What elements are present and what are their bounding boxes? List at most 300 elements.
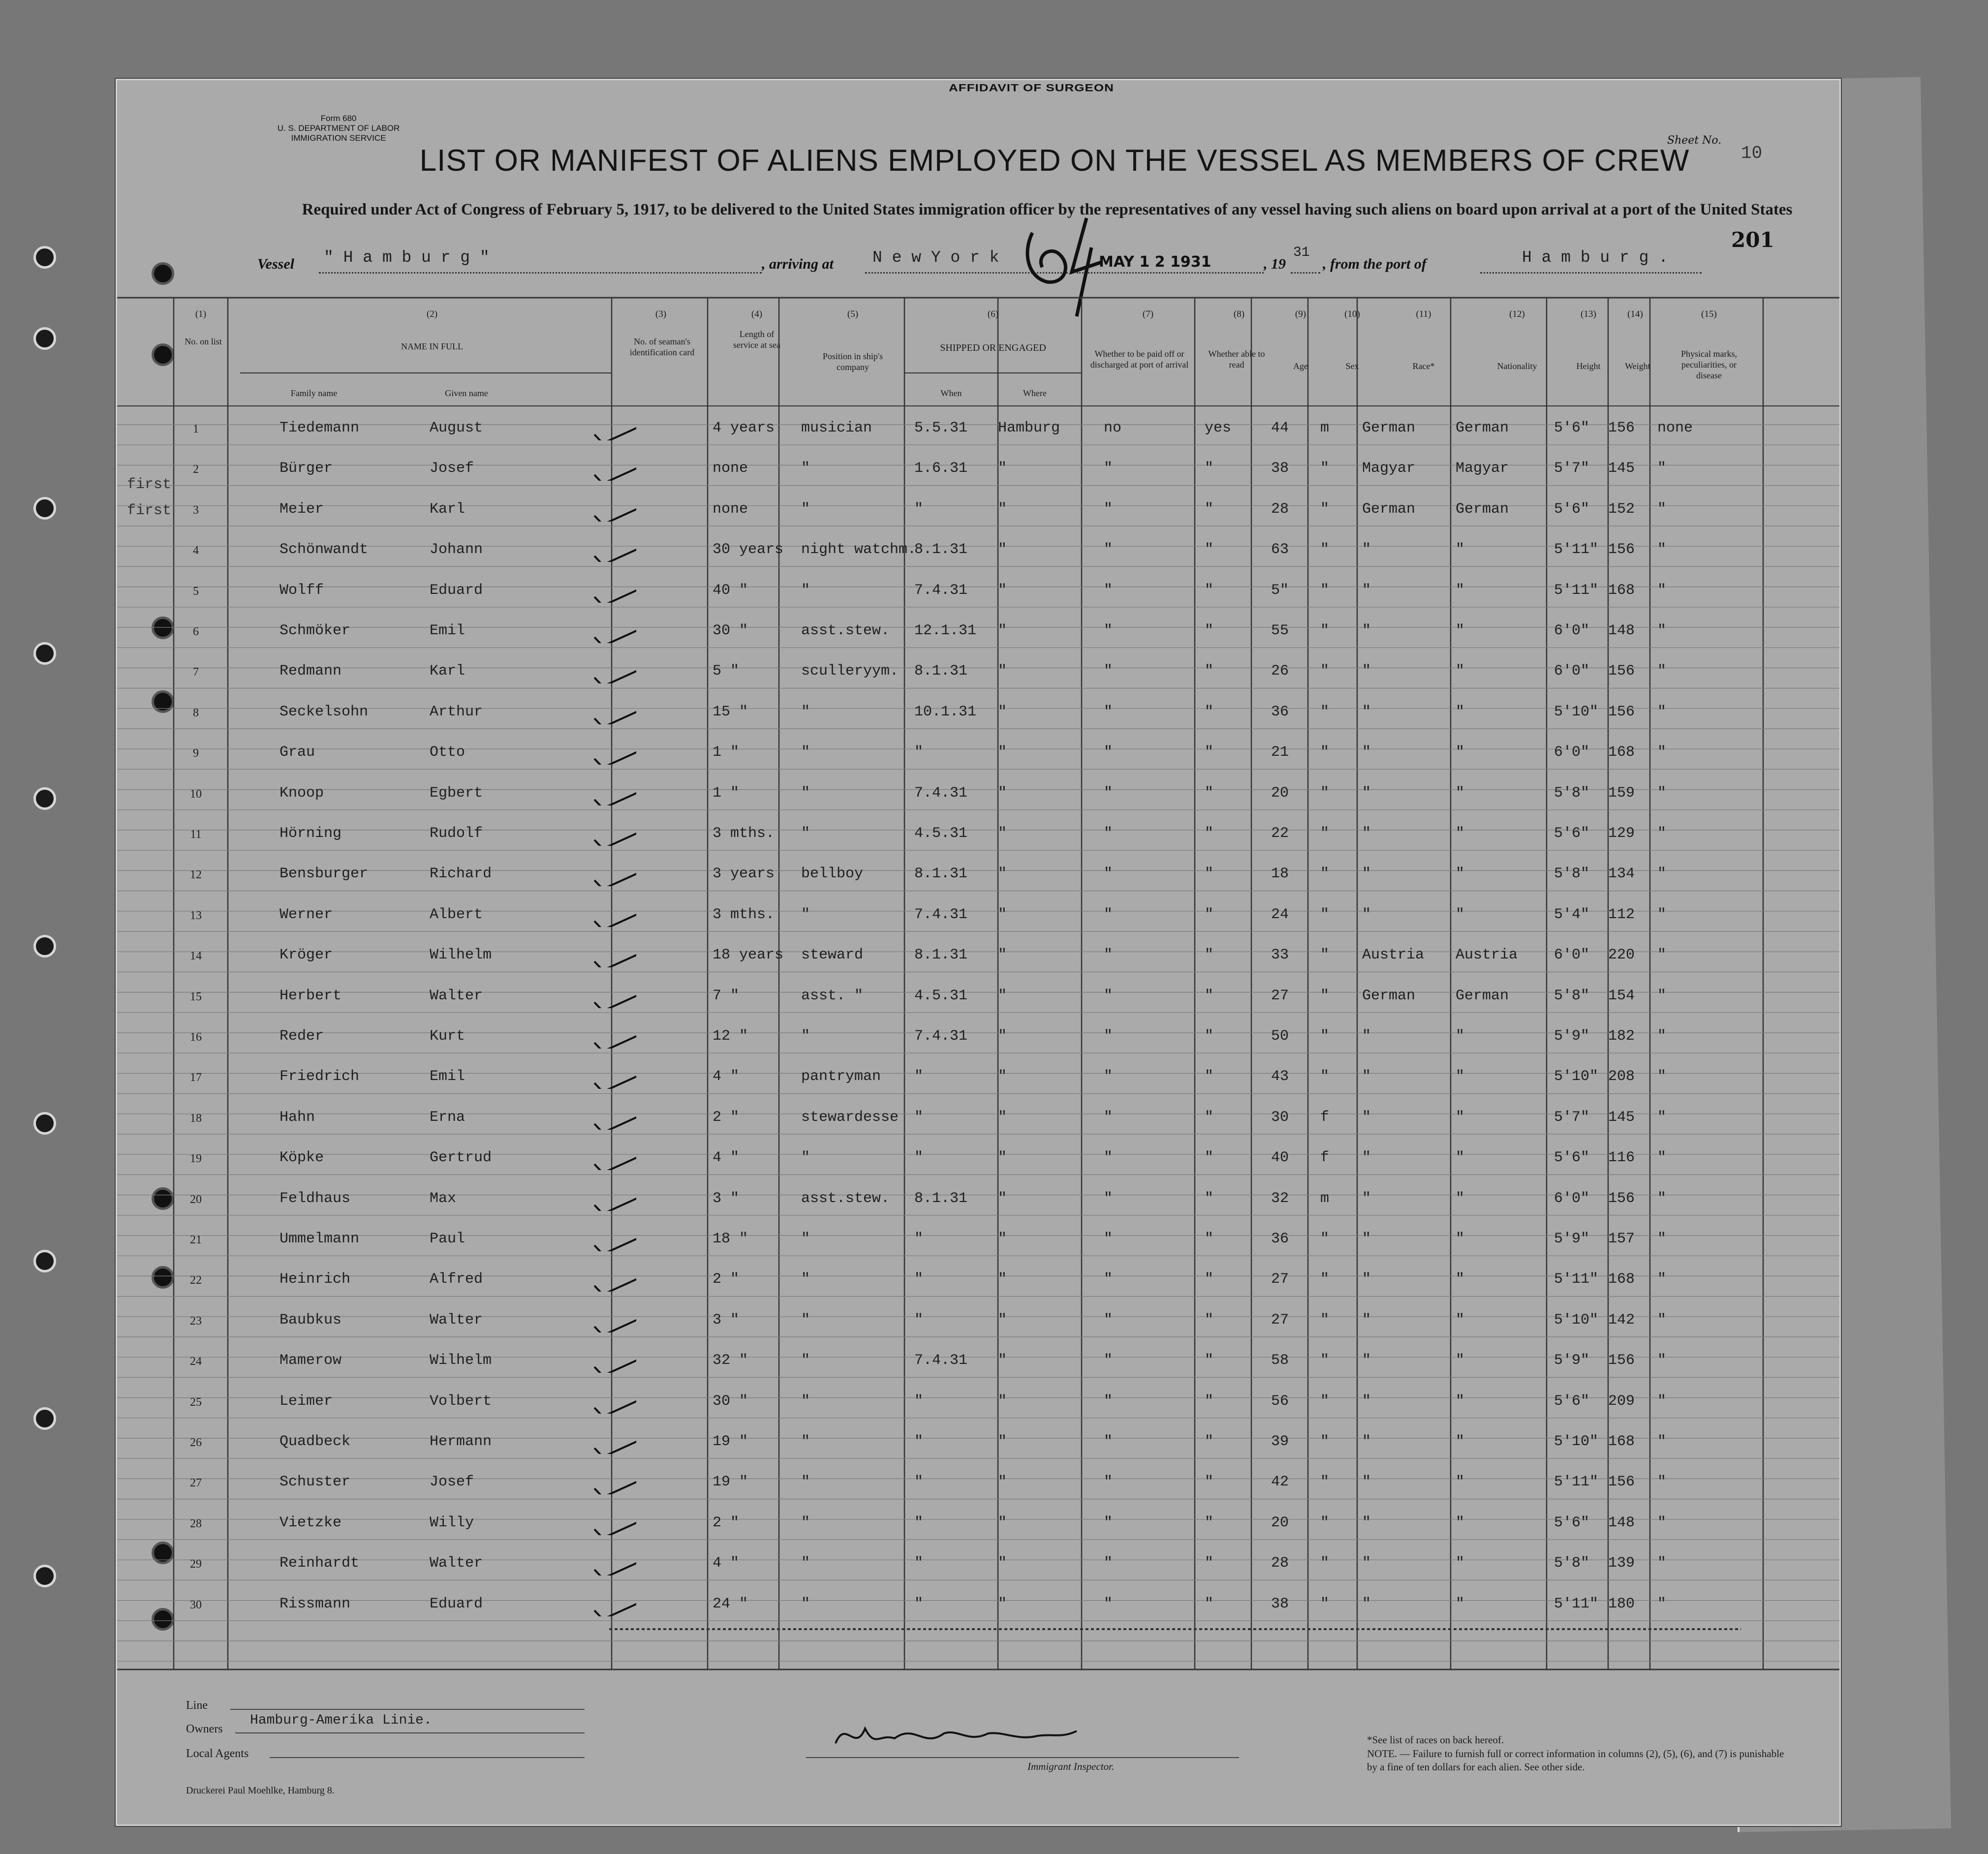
cell-height: 5'8" (1554, 784, 1590, 802)
cell-service: 4 " (713, 1068, 740, 1085)
cell-when: 8.1.31 (914, 541, 968, 558)
cell-service: 15 " (713, 703, 748, 720)
cell-read: " (1205, 784, 1214, 802)
check-mark (592, 1069, 636, 1089)
cell-service: none (713, 500, 748, 518)
cell-paid: " (1104, 784, 1113, 802)
col-name-in-full: NAME IN FULL (401, 341, 463, 351)
cell-sex: " (1320, 1555, 1330, 1572)
cell-weight: 168 (1608, 744, 1635, 761)
cell-given: Max (430, 1190, 457, 1207)
cell-where: " (998, 1433, 1007, 1450)
cell-marks: " (1657, 1109, 1667, 1126)
cell-race: " (1362, 1474, 1371, 1491)
cell-weight: 168 (1608, 1271, 1635, 1288)
cell-nationality: " (1456, 1149, 1465, 1167)
inspector-signature (831, 1714, 1087, 1758)
cell-nationality: " (1456, 1392, 1465, 1410)
cell-height: 5'11" (1554, 582, 1599, 599)
cell-family: Leimer (280, 1392, 333, 1410)
cell-family: Knoop (280, 784, 324, 802)
cell-service: 18 years (713, 947, 784, 964)
cell-height: 5'10" (1554, 1311, 1599, 1329)
cell-paid: " (1104, 622, 1113, 639)
cell-read: " (1205, 703, 1214, 720)
cell-age: 27 (1271, 987, 1289, 1004)
cell-when: 4.5.31 (914, 987, 968, 1004)
cell-sex: " (1320, 906, 1330, 923)
cell-no: 20 (190, 1193, 202, 1206)
cell-service: 30 " (713, 1392, 748, 1410)
cell-weight: 145 (1608, 1109, 1635, 1126)
cell-paid: " (1104, 541, 1113, 558)
cell-no: 2 (193, 463, 199, 476)
cell-age: 56 (1271, 1392, 1289, 1410)
cell-where: " (998, 582, 1007, 599)
binder-hole (33, 1250, 56, 1272)
cell-height: 5'11" (1554, 541, 1599, 558)
cell-where: " (998, 1474, 1007, 1491)
arriving-label: , arriving at (762, 256, 834, 272)
cell-service: 3 " (713, 1311, 740, 1329)
col-shipped: SHIPPED OR ENGAGED (940, 342, 1046, 353)
cell-marks: " (1657, 865, 1667, 883)
cell-nationality: " (1456, 1514, 1465, 1531)
col-sex: Sex (1345, 361, 1359, 371)
cell-weight: 168 (1608, 582, 1635, 599)
cell-race: " (1362, 622, 1371, 639)
cell-height: 5'4" (1554, 906, 1590, 923)
cell-position: asst.stew. (801, 1190, 890, 1207)
cell-where: " (998, 460, 1007, 477)
cell-nationality: German (1456, 420, 1509, 436)
cell-given: Erna (430, 1109, 466, 1126)
cell-family: Friedrich (280, 1068, 360, 1085)
cell-service: none (713, 460, 748, 477)
cell-when: " (914, 1068, 924, 1085)
cell-family: Hahn (280, 1109, 315, 1126)
cell-race: German (1362, 987, 1416, 1004)
cell-position: " (801, 582, 810, 599)
cell-paid: " (1104, 1352, 1113, 1369)
cell-height: 5'6" (1554, 1392, 1590, 1410)
cell-no: 27 (190, 1477, 202, 1490)
cell-read: " (1205, 460, 1214, 477)
cell-position: asst. " (801, 987, 864, 1004)
binder-hole (33, 935, 56, 958)
inspector-underline (806, 1757, 1239, 1758)
cell-age: 39 (1271, 1433, 1289, 1450)
cell-paid: " (1104, 1555, 1113, 1572)
col-weight: Weight (1625, 361, 1650, 371)
cell-where: " (998, 1271, 1007, 1288)
check-mark (592, 1353, 636, 1373)
cell-marks: none (1657, 420, 1693, 436)
cell-service: 5 " (713, 663, 740, 680)
cell-service: 3 mths. (713, 825, 775, 842)
col-age: Age (1293, 361, 1308, 371)
cell-read: " (1205, 1190, 1214, 1207)
cell-paid: " (1104, 500, 1113, 518)
cell-height: 5'9" (1554, 1231, 1590, 1247)
binder-hole (33, 246, 56, 269)
cell-service: 4 " (713, 1555, 740, 1572)
cell-service: 18 " (713, 1231, 748, 1247)
cell-race: " (1362, 1433, 1371, 1450)
col-no-on-list: No. on list (185, 337, 222, 346)
cell-height: 5'9" (1554, 1028, 1590, 1045)
cell-read: " (1205, 906, 1214, 923)
cell-sex: " (1320, 1028, 1330, 1045)
col-number: (7) (1142, 309, 1154, 319)
cell-height: 6'0" (1554, 663, 1590, 680)
cell-read: " (1205, 582, 1214, 599)
cell-race: Magyar (1362, 460, 1416, 477)
cell-where: " (998, 1231, 1007, 1247)
cell-family: Heinrich (280, 1271, 351, 1288)
cell-service: 3 " (713, 1190, 740, 1207)
cell-height: 5'6" (1554, 1149, 1590, 1167)
cell-sex: " (1320, 1231, 1330, 1247)
cell-when: 8.1.31 (914, 865, 968, 883)
cell-read: " (1205, 1028, 1214, 1045)
cell-where: " (998, 541, 1007, 558)
cell-family: Schuster (280, 1474, 351, 1491)
cell-when: " (914, 744, 924, 761)
cell-where: " (998, 1595, 1007, 1612)
cell-age: 20 (1271, 784, 1289, 802)
binder-hole (33, 1112, 56, 1135)
cell-no: 5 (193, 585, 199, 598)
cell-race: " (1362, 1190, 1371, 1207)
cell-nationality: " (1456, 906, 1465, 923)
cell-where: Hamburg (998, 420, 1060, 436)
cell-service: 3 years (713, 865, 775, 883)
cell-nationality: " (1456, 1231, 1465, 1247)
cell-race: " (1362, 825, 1371, 842)
cell-nationality: " (1456, 1595, 1465, 1612)
cell-read: " (1205, 1514, 1214, 1531)
cell-nationality: " (1456, 1433, 1465, 1450)
cell-given: August (430, 420, 483, 436)
cell-when: 1.6.31 (914, 460, 968, 477)
cell-weight: 159 (1608, 784, 1635, 802)
cell-given: Paul (430, 1231, 466, 1247)
cell-where: " (998, 1028, 1007, 1045)
col-position: Position in ship's company (822, 351, 883, 372)
date-stamp: MAY 1 2 1931 (1099, 253, 1211, 271)
col-seaman-card: No. of seaman's identification card (629, 337, 695, 357)
cell-read: " (1205, 1109, 1214, 1126)
cell-sex: " (1320, 1514, 1330, 1531)
manifest-page (116, 79, 1841, 1826)
cell-where: " (998, 1555, 1007, 1572)
cell-read: " (1205, 1474, 1214, 1491)
check-mark (592, 866, 636, 886)
cell-paid: " (1104, 1231, 1113, 1247)
col-number: (10) (1344, 309, 1360, 319)
col-number: (15) (1701, 309, 1717, 319)
col-nationality: Nationality (1497, 361, 1537, 371)
cell-marks: " (1657, 1595, 1667, 1612)
cell-paid: " (1104, 1109, 1113, 1126)
cell-weight: 157 (1608, 1231, 1635, 1247)
cell-age: 32 (1271, 1190, 1289, 1207)
cell-age: 50 (1271, 1028, 1289, 1045)
cell-marks: " (1657, 947, 1667, 964)
cell-no: 4 (193, 544, 199, 557)
col-where: Where (1023, 388, 1047, 398)
cell-given: Karl (430, 663, 466, 680)
check-mark (592, 1394, 636, 1414)
cell-where: " (998, 1149, 1007, 1167)
cell-age: 30 (1271, 1109, 1289, 1126)
cell-position: stewardesse (801, 1109, 899, 1126)
cell-family: Werner (280, 906, 333, 923)
cell-position: " (801, 1595, 810, 1612)
cell-family: Mamerow (280, 1352, 342, 1369)
cell-age: 43 (1271, 1068, 1289, 1085)
cell-age: 28 (1271, 500, 1289, 518)
cell-given: Arthur (430, 703, 483, 720)
cell-race: " (1362, 865, 1371, 883)
cell-paid: " (1104, 987, 1113, 1004)
line-underline (230, 1709, 585, 1710)
cell-marks: " (1657, 744, 1667, 761)
cell-marks: " (1657, 500, 1667, 518)
cell-service: 2 " (713, 1109, 740, 1126)
cell-where: " (998, 622, 1007, 639)
cell-race: German (1362, 420, 1416, 436)
cell-given: Alfred (430, 1271, 483, 1288)
cell-nationality: " (1456, 1352, 1465, 1369)
cell-age: 36 (1271, 703, 1289, 720)
stamp-number: 201 (1731, 228, 1774, 252)
cell-race: " (1362, 1595, 1371, 1612)
cell-sex: " (1320, 744, 1330, 761)
cell-position: " (801, 906, 810, 923)
col-number: (5) (847, 309, 859, 319)
cell-family: Reinhardt (280, 1555, 360, 1572)
cell-weight: 139 (1608, 1555, 1635, 1572)
cell-weight: 168 (1608, 1433, 1635, 1450)
cell-given: Richard (430, 865, 492, 883)
cell-paid: " (1104, 1271, 1113, 1288)
cell-race: " (1362, 1068, 1371, 1085)
cell-where: " (998, 1514, 1007, 1531)
cell-nationality: " (1456, 622, 1465, 639)
cell-no: 13 (190, 909, 202, 922)
cell-nationality: " (1456, 663, 1465, 680)
cell-sex: " (1320, 1311, 1330, 1329)
check-mark (592, 1150, 636, 1170)
cell-no: 22 (190, 1274, 202, 1287)
cell-height: 5'7" (1554, 1109, 1590, 1126)
owners-label: Owners (186, 1723, 223, 1735)
cell-given: Willy (430, 1514, 474, 1531)
cell-nationality: " (1456, 1311, 1465, 1329)
cell-service: 24 " (713, 1595, 748, 1612)
col-number: (8) (1233, 309, 1245, 319)
cell-age: 55 (1271, 622, 1289, 639)
cell-race: " (1362, 906, 1371, 923)
cell-race: " (1362, 1352, 1371, 1369)
cell-age: 27 (1271, 1271, 1289, 1288)
cell-nationality: " (1456, 1109, 1465, 1126)
vessel-label: Vessel (257, 256, 294, 272)
cell-weight: 142 (1608, 1311, 1635, 1329)
cell-nationality: " (1456, 865, 1465, 883)
cell-given: Eduard (430, 1595, 483, 1612)
cell-paid: " (1104, 744, 1113, 761)
cell-paid: no (1104, 420, 1122, 436)
cell-paid: " (1104, 1392, 1113, 1410)
cell-sex: " (1320, 582, 1330, 599)
cell-position: bellboy (801, 865, 864, 883)
check-mark (592, 542, 636, 562)
cell-marks: " (1657, 1190, 1667, 1207)
cell-read: " (1205, 541, 1214, 558)
cell-family: Reder (280, 1028, 324, 1045)
cell-marks: " (1657, 1433, 1667, 1450)
cell-sex: " (1320, 784, 1330, 802)
cell-paid: " (1104, 460, 1113, 477)
cell-age: 42 (1271, 1474, 1289, 1491)
cell-age: 58 (1271, 1352, 1289, 1369)
cell-age: 24 (1271, 906, 1289, 923)
cell-position: asst.stew. (801, 622, 890, 639)
cell-sex: f (1320, 1109, 1330, 1126)
cell-family: Schmöker (280, 622, 351, 639)
cell-nationality: " (1456, 1190, 1465, 1207)
cell-marks: " (1657, 1028, 1667, 1045)
cell-height: 5'10" (1554, 703, 1599, 720)
cell-race: " (1362, 1514, 1371, 1531)
cell-height: 6'0" (1554, 622, 1590, 639)
binder-hole (33, 642, 56, 665)
cell-read: " (1205, 1271, 1214, 1288)
printer-imprint: Druckerei Paul Moehlke, Hamburg 8. (186, 1785, 335, 1796)
cell-read: " (1205, 1433, 1214, 1450)
cell-no: 17 (190, 1071, 202, 1084)
cell-where: " (998, 1352, 1007, 1369)
cell-race: " (1362, 1271, 1371, 1288)
cell-family: Redmann (280, 663, 342, 680)
agents-underline (270, 1757, 585, 1758)
check-mark (592, 907, 636, 927)
cell-sex: " (1320, 541, 1330, 558)
cell-sex: " (1320, 1352, 1330, 1369)
year-value: 31 (1293, 245, 1310, 260)
cell-position: " (801, 460, 810, 477)
col-number: (14) (1627, 309, 1643, 319)
cell-service: 4 years (713, 420, 775, 436)
cell-nationality: Austria (1456, 947, 1518, 964)
cell-weight: 156 (1608, 420, 1635, 436)
cell-weight: 129 (1608, 825, 1635, 842)
cell-height: 5'11" (1554, 1595, 1599, 1612)
cell-sex: " (1320, 865, 1330, 883)
cell-age: 26 (1271, 663, 1289, 680)
cell-service: 19 " (713, 1433, 748, 1450)
cell-paid: " (1104, 1595, 1113, 1612)
cell-family: Herbert (280, 987, 342, 1004)
cell-position: " (801, 500, 810, 518)
cell-marks: " (1657, 622, 1667, 639)
check-mark (592, 1110, 636, 1130)
cell-no: 29 (190, 1558, 202, 1571)
cell-paid: " (1104, 1068, 1113, 1085)
cell-read: " (1205, 987, 1214, 1004)
cell-read: " (1205, 1392, 1214, 1410)
cell-race: German (1362, 500, 1416, 518)
cell-family: Köpke (280, 1149, 324, 1167)
cell-given: Walter (430, 987, 483, 1004)
col-given-name: Given name (445, 388, 488, 398)
cell-paid: " (1104, 865, 1113, 883)
check-mark (592, 1313, 636, 1332)
cell-family: Feldhaus (280, 1190, 351, 1207)
cell-age: 22 (1271, 825, 1289, 842)
cell-when: 8.1.31 (914, 663, 968, 680)
cell-when: " (914, 1474, 924, 1491)
col-able-read: Whether able to read (1208, 349, 1265, 370)
cell-weight: 220 (1608, 947, 1635, 964)
cell-sex: m (1320, 1190, 1330, 1207)
cell-given: Walter (430, 1311, 483, 1329)
cell-service: 1 " (713, 744, 740, 761)
cell-where: " (998, 825, 1007, 842)
cell-age: 18 (1271, 865, 1289, 883)
check-mark (592, 1597, 636, 1616)
check-mark (592, 705, 636, 724)
cell-sex: " (1320, 1392, 1330, 1410)
cell-marks: " (1657, 663, 1667, 680)
check-mark (592, 1556, 636, 1576)
cell-position: " (801, 1555, 810, 1572)
binder-hole (33, 1407, 56, 1430)
cell-marks: " (1657, 825, 1667, 842)
cell-marks: " (1657, 460, 1667, 477)
cell-no: 6 (193, 625, 199, 638)
cell-weight: 156 (1608, 1474, 1635, 1491)
check-mark (592, 502, 636, 522)
cell-when: 8.1.31 (914, 947, 968, 964)
cell-when: 7.4.31 (914, 784, 968, 802)
cell-position: " (801, 1271, 810, 1288)
cell-service: 4 " (713, 1149, 740, 1167)
cell-when: 5.5.31 (914, 420, 968, 436)
cell-position: night watchm. (801, 541, 917, 558)
check-mark (592, 1475, 636, 1494)
cell-weight: 148 (1608, 622, 1635, 639)
cell-age: 38 (1271, 460, 1289, 477)
cell-height: 5'8" (1554, 865, 1590, 883)
cell-when: 12.1.31 (914, 622, 977, 639)
cell-weight: 156 (1608, 1352, 1635, 1369)
cell-read: " (1205, 947, 1214, 964)
cell-weight: 180 (1608, 1595, 1635, 1612)
col-physical-marks: Physical marks, peculiarities, or disease (1681, 349, 1737, 380)
check-mark (592, 745, 636, 765)
cell-weight: 156 (1608, 663, 1635, 680)
cell-service: 40 " (713, 582, 748, 599)
cell-read: " (1205, 622, 1214, 639)
check-mark (592, 989, 636, 1008)
cell-nationality: " (1456, 1474, 1465, 1491)
cell-position: " (801, 1231, 810, 1247)
cell-age: 5" (1271, 582, 1289, 599)
